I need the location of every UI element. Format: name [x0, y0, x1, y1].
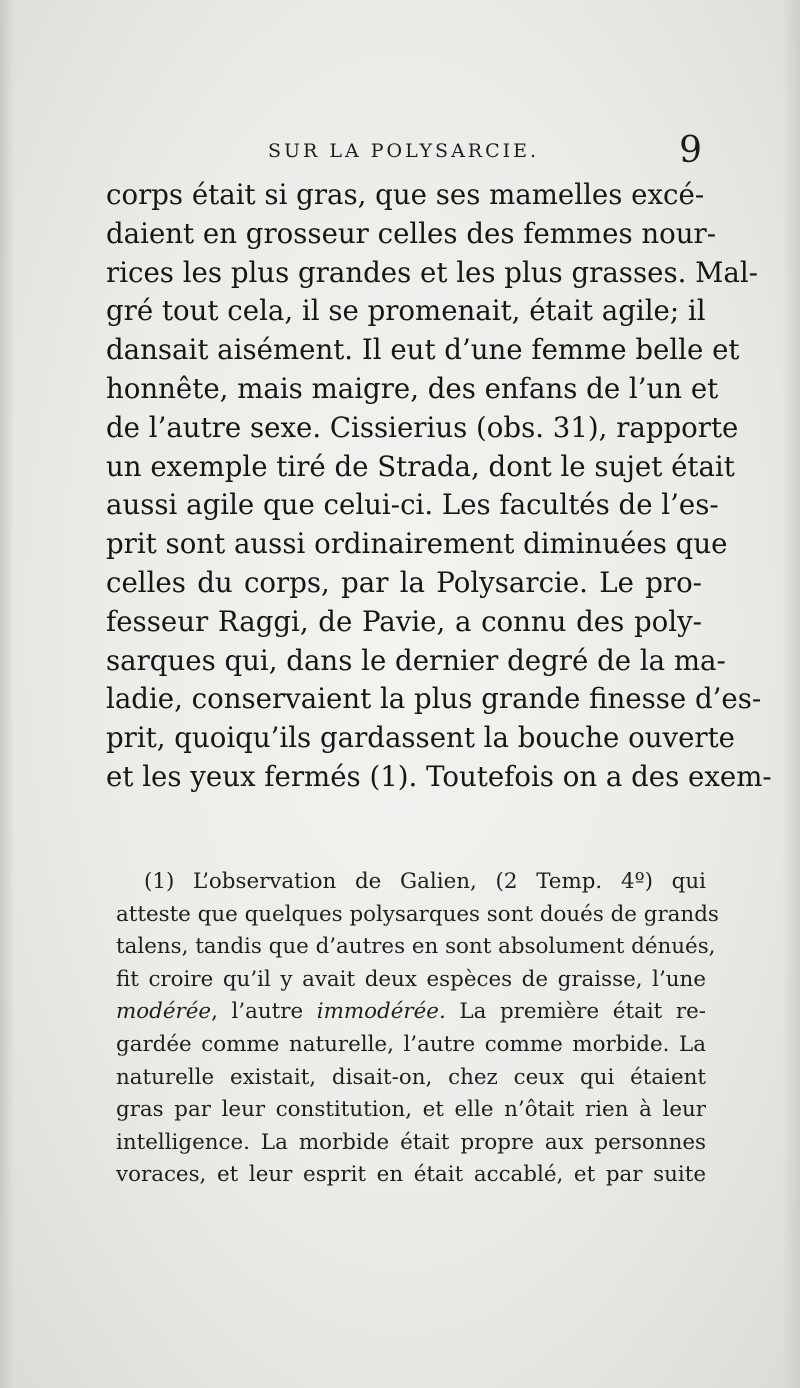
text-line: gré tout cela, il se promenait, était agile; il [106, 294, 706, 328]
text-line: rices les plus grandes et les plus grasses. Mal- [106, 255, 758, 289]
footnote-line: gras par leur constitution, et elle n’ôtait rien à leur [116, 1097, 706, 1123]
running-title: SUR LA POLYSARCIE. [268, 140, 540, 162]
footnote [116, 866, 719, 1192]
text-line: corps était si gras, que ses mamelles excé- [106, 178, 705, 211]
text-line: de l’autre sexe. Cissierius (obs. 31), rapporte [106, 410, 739, 444]
text-line: un exemple tiré de Strada, dont le sujet était [106, 449, 735, 483]
footnote-line: fit croire qu’il y avait deux espèces de graisse, l’une [116, 966, 706, 992]
text-line: dansait aisément. Il eut d’une femme belle et [106, 333, 740, 367]
footnote-italic-term: modérée [116, 999, 212, 1025]
footnote-line [116, 996, 706, 1029]
footnote-line: intelligence. La morbide était propre aux personnes [116, 1129, 706, 1155]
footnote-line: talens, tandis que d’autres en sont absolument dénués, [116, 934, 716, 960]
footnote-line: (1) L’observation de Galien, (2 Temp. 4º) qui [144, 869, 706, 894]
text-line: sarques qui, dans le dernier degré de la ma- [106, 643, 726, 677]
footnote-line: naturelle existait, disait-on, chez ceux qui étaient [116, 1064, 706, 1090]
text-line: daient en grosseur celles des femmes nour- [106, 216, 717, 250]
text-line: prit sont aussi ordinairement diminuées que [106, 527, 728, 561]
footnote-fragment: , l’autre [211, 999, 317, 1025]
running-head [108, 130, 708, 180]
footnote-line: voraces, et leur esprit en était accablé, et par suite [116, 1162, 706, 1188]
text-line: honnête, mais maigre, des enfans de l’un et [106, 371, 719, 405]
footnote-fragment: La première était re- [445, 999, 706, 1025]
text-line: aussi agile que celui-ci. Les facultés de l’es- [106, 488, 719, 522]
text-line: fesseur Raggi, de Pavie, a connu des poly- [106, 604, 702, 638]
footnote-italic-term: immodérée. [316, 999, 446, 1025]
text-line: et les yeux fermés (1). Toutefois on a des exem- [106, 759, 772, 793]
text-line: prit, quoiqu’ils gardassent la bouche ouverte [106, 721, 736, 755]
main-text [106, 176, 772, 797]
footnote-line: atteste que quelques polysarques sont doués de grands [116, 901, 719, 927]
page-number: 9 [679, 130, 702, 171]
text-line: ladie, conservaient la plus grande finesse d’es- [106, 682, 762, 716]
text-line: celles du corps, par la Polysarcie. Le pro- [106, 565, 702, 599]
footnote-line: gardée comme naturelle, l’autre comme morbide. La [116, 1031, 706, 1057]
